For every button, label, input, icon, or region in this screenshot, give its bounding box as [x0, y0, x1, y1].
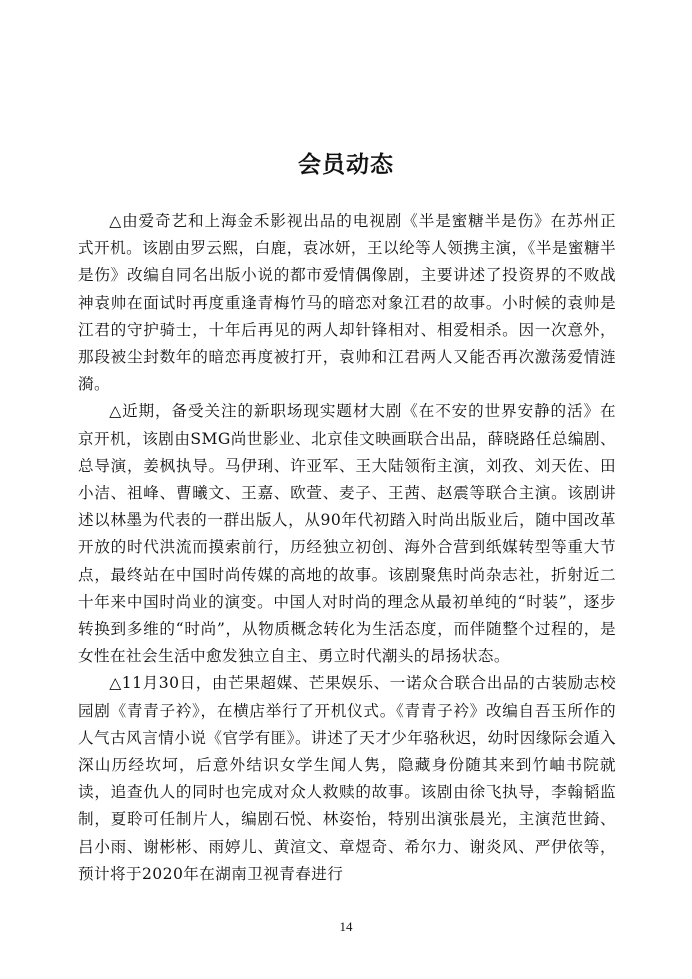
page-number: 14 — [339, 919, 353, 934]
page-title: 会员动态 — [298, 152, 394, 178]
news-paragraph-2: △近期，备受关注的新职场现实题材大剧《在不安的世界安静的活》在京开机，该剧由SMG尚世影业、北京佳文映画联合出品，薛晓路任总编剧、总导演，姜枫执导。马伊琍、许亚军、王大陆领衔主演，刘孜、刘天佐、田小洁、祖峰、曹曦文、王嘉、欧萱、麦子、王茜、赵震等联合主演。该剧讲述以林墨为代表的一群出版人，从90年代初踏入时尚出版业后，随中国改革开放的时代洪流而摸索前行，历经独立初创、海外合营到纸媒转型等重大节点，最终站在中国时尚传媒的高地的故事。该剧聚焦时尚杂志社，折射近二十年来中国时尚业的演变。中国人对时尚的理念从最初单纯的“时装”，逐步转换到多维的“时尚”，从物质概念转化为生活态度，而伴随整个过程的，是女性在社会生活中愈发独立自主、勇立时代潮头的昂扬状态。 — [78, 402, 616, 666]
article-body — [78, 208, 616, 888]
news-paragraph-1: △由爱奇艺和上海金禾影视出品的电视剧《半是蜜糖半是伤》在苏州正式开机。该剧由罗云熙，白鹿，袁冰妍，王以纶等人领携主演，《半是蜜糖半是伤》改编自同名出版小说的都市爱情偶像剧，主要讲述了投资界的不败战神袁帅在面试时再度重逢青梅竹马的暗恋对象江君的故事。小时候的袁帅是江君的守护骑士，十年后再见的两人却针锋相对、相爱相杀。因一次意外，那段被尘封数年的暗恋再度被打开，袁帅和江君两人又能否再次激荡爱情涟漪。 — [78, 212, 616, 394]
news-paragraph-3: △11月30日，由芒果超媒、芒果娱乐、一诺众合联合出品的古装励志校园剧《青青子衿》，在横店举行了开机仪式。《青青子衿》改编自吾玉所作的人气古风言情小说《官学有匪》。讲述了天才少年骆秋迟，幼时因缘际会遁入深山历经坎坷，后意外结识女学生闻人隽，隐藏身份随其来到竹岫书院就读，追查仇人的同时也完成对众人救赎的故事。该剧由徐飞执导，李翰韬监制，夏聆可任制片人，编剧石悦、林姿怡，特别出演张晨光，主演范世錡、吕小雨、谢彬彬、雨婷儿、黄渲文、章煜奇、希尔力、谢炎风、严伊依等，预计将于2020年在湖南卫视青春进行 — [78, 674, 616, 883]
